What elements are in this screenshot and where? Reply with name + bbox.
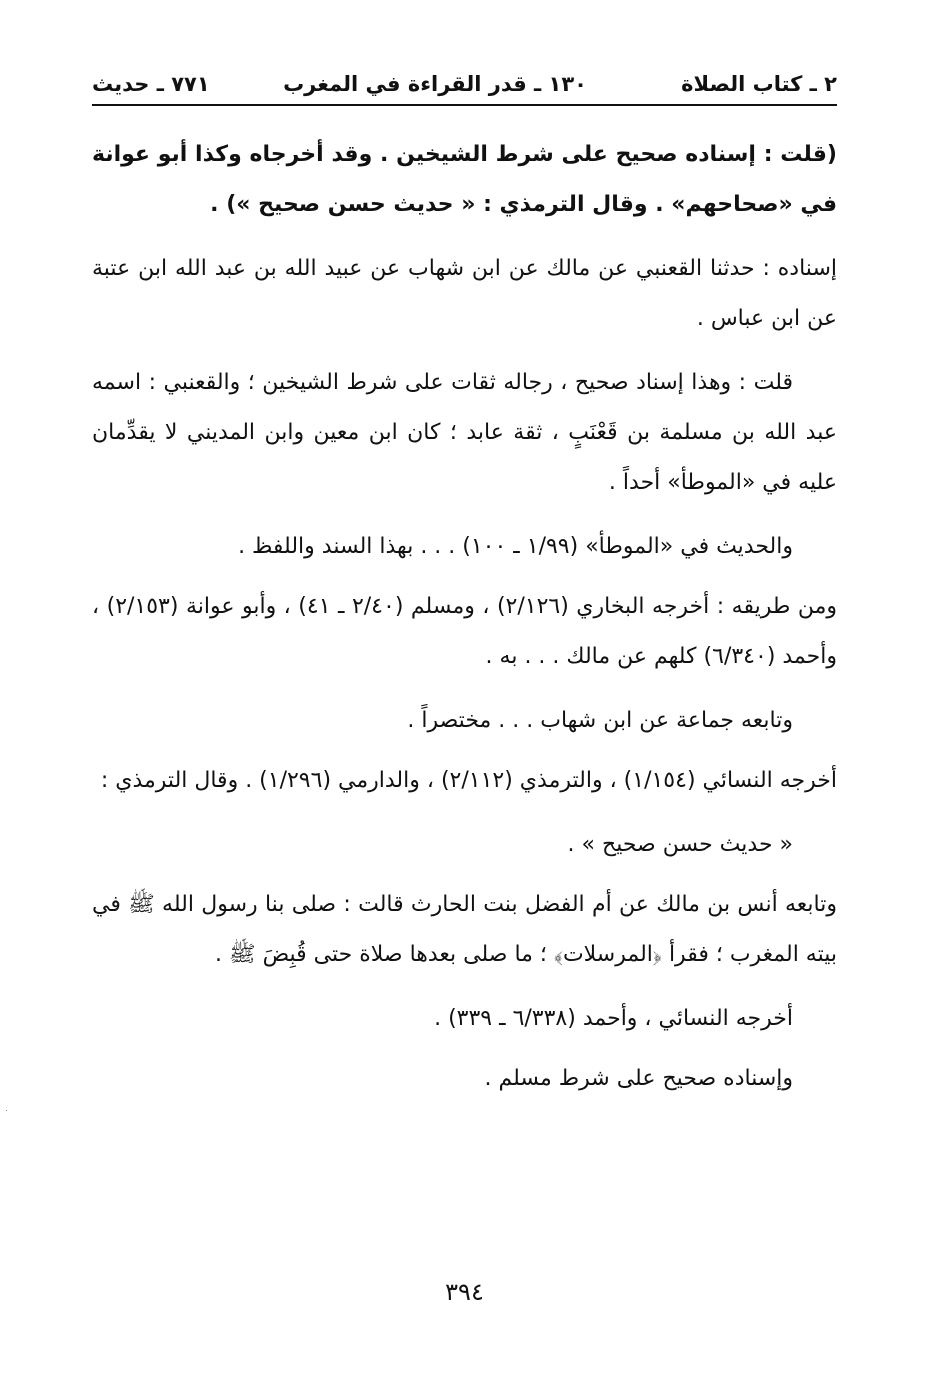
paragraph-mutabaah: وتابعه جماعة عن ابن شهاب . . . مختصراً . xyxy=(407,708,793,733)
paragraph-muwatta: والحديث في «الموطأ» (١/٩٩ ـ ١٠٠) . . . بهذا السند واللفظ . xyxy=(238,534,793,559)
scan-speck xyxy=(6,1110,7,1111)
header-chapter: ٢ ـ كتاب الصلاة xyxy=(681,72,837,96)
paragraph-tirmidhi-quote: « حديث حسن صحيح » . xyxy=(567,832,793,857)
page-number: ٣٩٤ xyxy=(445,1278,484,1306)
book-page xyxy=(92,60,837,1350)
paragraph-author-note: (قلت : إسناده صحيح على شرط الشيخين . وقد أخرجاه وكذا أبو عوانة في «صحاحهم» . وقال الترمذي : « حديث حسن صحيح ») . xyxy=(92,142,837,217)
paragraph-grading: قلت : وهذا إسناد صحيح ، رجاله ثقات على شرط الشيخين ؛ والقعنبي : اسمه عبد الله بن مسلمة بن قَعْنَبٍ ، ثقة عابد ؛ كان ابن معين وابن المديني لا يقدِّمان عليه في «الموطأ» أحداً . xyxy=(92,370,837,495)
running-header xyxy=(92,72,837,106)
paragraph-ahmad: أخرجه النسائي ، وأحمد (٦/٣٣٨ ـ ٣٣٩) . xyxy=(434,1006,793,1031)
paragraph-takhrij: ومن طريقه : أخرجه البخاري (٢/١٢٦) ، ومسلم (٢/٤٠ ـ ٤١) ، وأبو عوانة (٢/١٥٣) ، وأحمد (٦/٣٤٠) كلهم عن مالك . . . به . xyxy=(92,594,837,669)
header-section: ١٣٠ ـ قدر القراءة في المغرب xyxy=(283,72,587,96)
header-divider xyxy=(92,104,837,106)
paragraph-isnad: إسناده : حدثنا القعنبي عن مالك عن ابن شهاب عن عبيد الله بن عبد الله ابن عتبة عن ابن عباس . xyxy=(92,256,837,331)
paragraph-final-grading: وإسناده صحيح على شرط مسلم . xyxy=(484,1066,793,1091)
page-body xyxy=(92,130,837,1118)
header-hadith-number: ٧٧١ ـ حديث xyxy=(92,72,210,96)
paragraph-anas: وتابعه أنس بن مالك عن أم الفضل بنت الحارث قالت : صلى بنا رسول الله ﷺ في بيته المغرب ؛ فقرأ ﴿المرسلات﴾ ؛ ما صلى بعدها صلاة حتى قُبِضَ ﷺ . xyxy=(92,892,837,967)
paragraph-nasai: أخرجه النسائي (١/١٥٤) ، والترمذي (٢/١١٢) ، والدارمي (١/٢٩٦) . وقال الترمذي : xyxy=(100,768,837,793)
